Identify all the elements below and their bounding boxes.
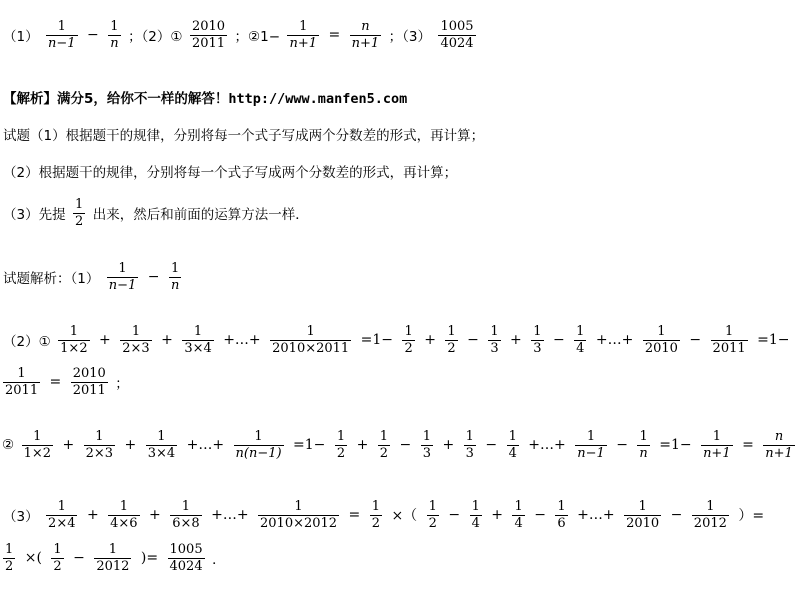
fraction: $\frac{1}{n}$	[170, 261, 180, 293]
answer-separator: ；②1−	[234, 29, 281, 46]
operator: −	[448, 507, 461, 524]
fraction: $\frac{1}{3}$	[533, 324, 542, 356]
fraction: $\frac{1}{2}$	[379, 429, 389, 461]
analysis-header-prefix: 【解析】满分5，给你不一样的解答！	[3, 91, 229, 107]
operator: +	[99, 332, 111, 349]
analysis-header	[3, 87, 407, 107]
fraction: $\frac{1}{6}$	[557, 499, 566, 531]
fraction: $\frac{1}{2}$	[371, 499, 380, 531]
fraction: $\frac{1}{n+1}$	[289, 19, 318, 51]
fraction: $\frac{1}{2010}$	[626, 499, 660, 531]
fraction: $\frac{1}{6\times 8}$	[172, 499, 200, 531]
fraction: $\frac{1}{2}$	[336, 429, 346, 461]
operator: +	[62, 437, 75, 454]
operator: +	[149, 507, 161, 524]
operator: +	[124, 437, 137, 454]
operator: +	[161, 332, 173, 349]
fraction: $\frac{1}{2}$	[5, 542, 14, 574]
solution-line-2-cont: $\frac{1}{2011}$ = $\frac{2010}{2011}$ ；	[5, 366, 129, 398]
operator: −	[689, 332, 702, 349]
fraction: $\frac{1}{3}$	[490, 324, 499, 356]
fraction: $\frac{1005}{4024}$	[440, 19, 474, 51]
fraction: $\frac{1}{n}$	[110, 19, 119, 51]
fraction: $\frac{1}{2010}$	[644, 324, 678, 356]
operator: −	[616, 437, 628, 454]
explanation-line-3: （3）先提 $\frac{1}{2}$ 出来，然后和前面的运算方法一样．	[3, 197, 309, 229]
solution-line-2: （2）① $\frac{1}{1\times 2}$ + $\frac{1}{2\times 3}$ + $\frac{1}{3\times 4}$ +…+ $\frac{1}{2010\times 2011}$ =1− $\frac{1}{2}$ + $\frac{1}{2}$ − $\frac{1}{3}$ + $\frac{1}{3}$ − $\frac{1}{4}$ +…+ $\frac{1}{2010}$ − $\frac{1}{2011}$ =1−	[3, 324, 790, 356]
fraction: $\frac{1}{2}$	[447, 324, 456, 356]
operator: =	[49, 374, 62, 391]
operator: =	[328, 27, 341, 44]
solution-line-4-cont: $\frac{1}{2}$ ×( $\frac{1}{2}$ − $\frac{1}{2012}$ )= $\frac{1005}{4024}$ ．	[5, 542, 226, 574]
fraction: $\frac{1}{3\times 4}$	[184, 324, 212, 356]
fraction: $\frac{1}{4}$	[471, 499, 480, 531]
operator: +…+	[211, 507, 249, 524]
fraction: $\frac{1}{1\times 2}$	[23, 429, 51, 461]
fraction: $\frac{1}{4\times 6}$	[110, 499, 138, 531]
fraction: $\frac{1}{n-1}$	[48, 19, 76, 51]
answer-part1-label: （1）	[3, 29, 39, 46]
operator: +	[86, 507, 99, 524]
fraction: $\frac{1}{2011}$	[5, 366, 39, 398]
fraction: $\frac{1}{n-1}$	[577, 429, 605, 461]
fraction: $\frac{1}{4}$	[514, 499, 523, 531]
operator: −	[534, 507, 546, 524]
fraction: $\frac{1}{3\times 4}$	[147, 429, 176, 461]
answer-part2-label: ；（2）①	[128, 29, 183, 46]
fraction: $\frac{1}{2\times 4}$	[48, 499, 76, 531]
fraction: $\frac{n}{n+1}$	[351, 19, 380, 51]
operator: +	[424, 332, 436, 349]
operator: +…+	[186, 437, 225, 454]
fraction: $\frac{2010}{2011}$	[191, 19, 226, 51]
operator: −	[399, 437, 412, 454]
operator: +	[510, 332, 522, 349]
operator: −	[670, 507, 683, 524]
site-link[interactable]: http://www.manfen5.com	[228, 91, 408, 107]
operator: −	[467, 332, 479, 349]
fraction: $\frac{1}{2}$	[428, 499, 437, 531]
operator: )=	[140, 550, 159, 567]
fraction: $\frac{1}{3}$	[465, 429, 474, 461]
fraction: $\frac{1}{2\times 3}$	[85, 429, 114, 461]
operator: −	[73, 550, 85, 567]
operator: −	[552, 332, 565, 349]
fraction: $\frac{1}{n+1}$	[703, 429, 731, 461]
operator: +	[442, 437, 455, 454]
operator: +…+	[528, 437, 566, 454]
fraction: $\frac{1005}{4024}$	[169, 542, 203, 574]
operator: +…+	[595, 332, 634, 349]
operator: +…+	[577, 507, 615, 524]
fraction: $\frac{2010}{2011}$	[72, 366, 106, 398]
solution-line-3: ② $\frac{1}{1\times 2}$ + $\frac{1}{2\times 3}$ + $\frac{1}{3\times 4}$ +…+ $\frac{1}{n(n-1)}$ =1− $\frac{1}{2}$ + $\frac{1}{2}$ − $\frac{1}{3}$ + $\frac{1}{3}$ − $\frac{1}{4}$ +…+ $\frac{1}{n-1}$ − $\frac{1}{n}$ =1− $\frac{1}{n+1}$ = $\frac{n}{n+1}$	[2, 429, 793, 461]
operator: ）=	[738, 508, 765, 525]
solution-line-1: 试题解析：（1） $\frac{1}{n-1}$ − $\frac{1}{n}$	[3, 261, 180, 293]
operator: −	[87, 27, 99, 44]
fraction: $\frac{1}{4}$	[576, 324, 585, 356]
fraction: $\frac{1}{2010\times 2012}$	[260, 499, 338, 531]
fraction: $\frac{1}{n(n-1)}$	[235, 429, 282, 461]
fraction: $\frac{1}{4}$	[508, 429, 517, 461]
explanation-line-2: （2）根据题干的规律，分别将每一个式子写成两个分数差的形式，再计算；	[3, 165, 458, 181]
operator: =1−	[360, 332, 394, 349]
operator: =	[348, 507, 361, 524]
operator: +…+	[223, 332, 261, 349]
fraction: $\frac{1}{2012}$	[693, 499, 727, 531]
operator: =1−	[757, 332, 790, 349]
explanation-line-1: 试题（1）根据题干的规律，分别将每一个式子写成两个分数差的形式，再计算；	[3, 128, 485, 144]
fraction: $\frac{1}{2}$	[75, 197, 84, 229]
solution-line-4: （3） $\frac{1}{2\times 4}$ + $\frac{1}{4\times 6}$ + $\frac{1}{6\times 8}$ +…+ $\frac{1}{2010\times 2012}$ = $\frac{1}{2}$ ×（ $\frac{1}{2}$ − $\frac{1}{4}$ + $\frac{1}{4}$ − $\frac{1}{6}$ +…+ $\frac{1}{2010}$ − $\frac{1}{2012}$ ）=	[3, 499, 765, 531]
fraction: $\frac{1}{2}$	[404, 324, 413, 356]
fraction: $\frac{1}{3}$	[422, 429, 431, 461]
answer-line	[3, 20, 479, 50]
operator: =1−	[293, 437, 326, 454]
operator: ×（	[391, 508, 418, 525]
fraction: $\frac{n}{n+1}$	[765, 429, 793, 461]
fraction: $\frac{1}{n}$	[639, 429, 648, 461]
operator: =1−	[659, 437, 692, 454]
operator: +	[356, 437, 369, 454]
operator: −	[147, 269, 160, 286]
operator: +	[491, 507, 504, 524]
operator: −	[485, 437, 498, 454]
fraction: $\frac{1}{2\times 3}$	[122, 324, 150, 356]
fraction: $\frac{1}{2}$	[53, 542, 62, 574]
fraction: $\frac{1}{2010\times 2011}$	[272, 324, 350, 356]
answer-part3-label: ；（3）	[388, 29, 432, 46]
fraction: $\frac{1}{2012}$	[96, 542, 130, 574]
fraction: $\frac{1}{2011}$	[712, 324, 746, 356]
fraction: $\frac{1}{n-1}$	[108, 261, 137, 293]
fraction: $\frac{1}{1\times 2}$	[60, 324, 88, 356]
operator: =	[742, 437, 754, 454]
operator: ×(	[24, 550, 42, 567]
